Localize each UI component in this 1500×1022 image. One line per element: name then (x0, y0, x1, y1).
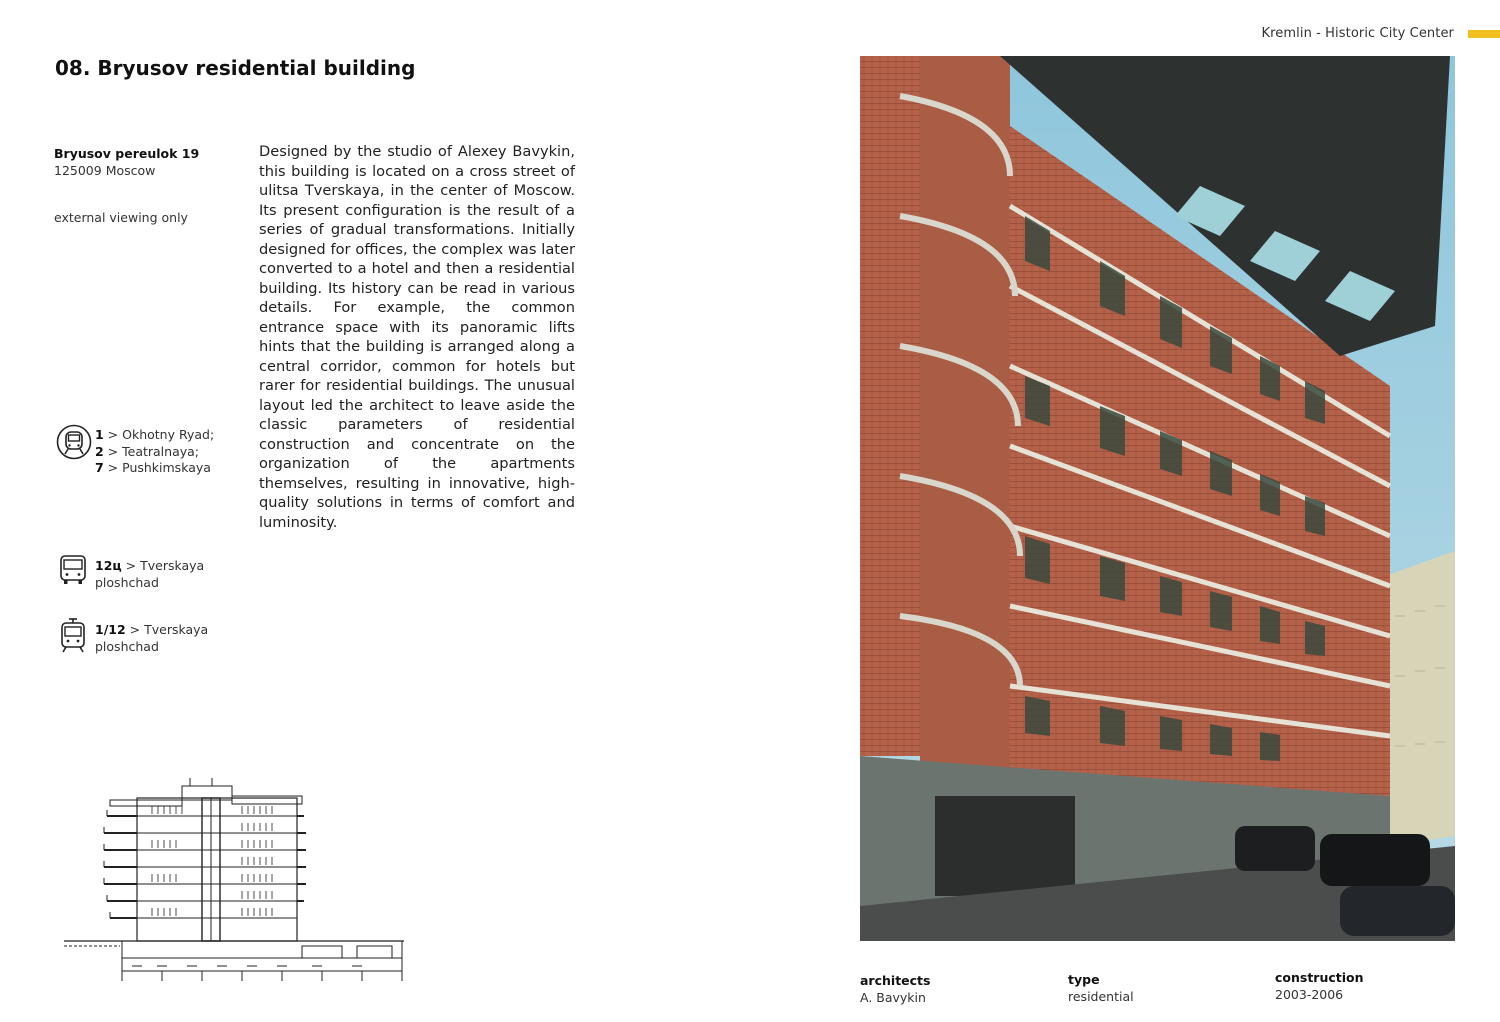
address-city: 125009 Moscow (54, 163, 156, 178)
trolleybus-icon (58, 553, 88, 583)
description-text: Designed by the studio of Alexey Bavykin, this building is located on a cross street of ulitsa Tverskaya, in the center of Moscow. Its present configuration is the result of a series of gradual transformations. Initially designed for offices, the complex was later converted to a hotel and then a residential building. Its history can be read in various details. For example, the common entrance space with its panoramic lifts hints that the building is arranged along a central corridor, common for hotels but rarer for residential buildings. The unusual layout led the architect to leave aside the classic parameters of residential construction and concentrate on the organization of the apartments themselves, resulting in innovative, high-quality solutions in terms of comfort and luminosity. (259, 143, 575, 531)
type-value: residential (1068, 989, 1134, 1004)
metro-lines (95, 427, 214, 477)
architects-label: architects (860, 973, 931, 988)
accent-bar (1468, 30, 1500, 38)
tram-route: 1/12 > Tverskaya ploshchad (95, 622, 209, 654)
type-label: type (1068, 972, 1100, 987)
metro-line: 7 > Pushkimskaya (95, 460, 211, 475)
building-photo (860, 56, 1455, 941)
metro-icon (56, 424, 86, 454)
viewing-note: external viewing only (54, 210, 188, 225)
building-section-drawing (62, 778, 406, 992)
trolleybus-route: 12ц > Tverskaya ploshchad (95, 558, 205, 590)
construction-label: construction (1275, 970, 1364, 985)
metro-line: 2 > Teatralnaya; (95, 443, 200, 459)
tram-icon (58, 618, 88, 648)
metro-line: 1 > Okhotny Ryad; (95, 427, 215, 442)
section-label: Kremlin - Historic City Center (1261, 26, 1454, 41)
construction-value: 2003-2006 (1275, 987, 1344, 1002)
address-street: Bryusov pereulok 19 (54, 146, 200, 161)
page-title: 08. Bryusov residential building (55, 56, 416, 80)
architects-value: A. Bavykin (860, 990, 926, 1005)
